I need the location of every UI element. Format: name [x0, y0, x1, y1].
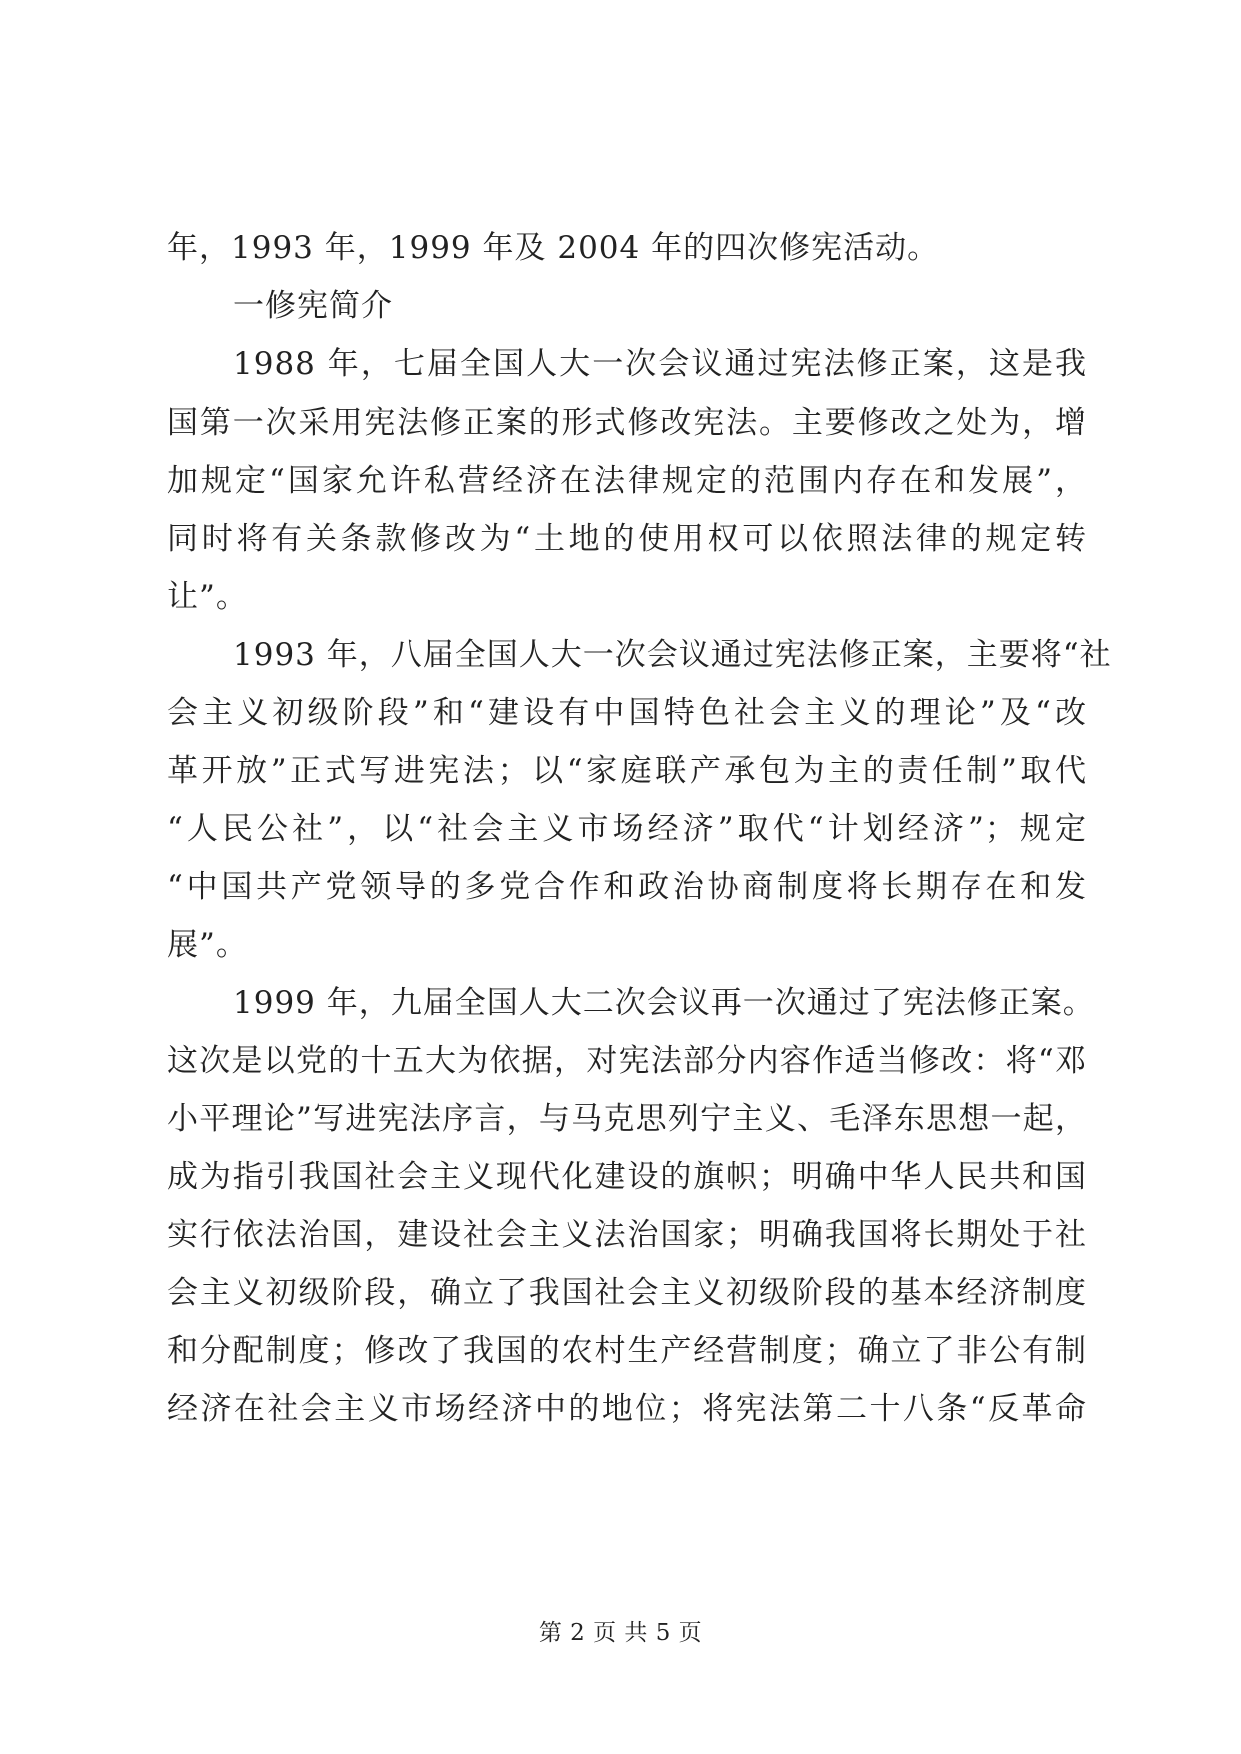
text-line: 年，1993 年，1999 年及 2004 年的四次修宪活动。 — [167, 230, 940, 266]
text-line: 同时将有关条款修改为“土地的使用权可以依照法律的规定转 — [167, 521, 1087, 557]
text-line: 会主义初级阶段”和“建设有中国特色社会主义的理论”及“改 — [167, 695, 1087, 731]
text-line: 成为指引我国社会主义现代化建设的旗帜；明确中华人民共和国 — [167, 1159, 1087, 1195]
text-line: 展”。 — [167, 927, 248, 963]
text-line: 1999 年，九届全国人大二次会议再一次通过了宪法修正案。 — [233, 985, 1095, 1021]
text-line: 革开放”正式写进宪法；以“家庭联产承包为主的责任制”取代 — [167, 753, 1087, 789]
text-line: 实行依法治国，建设社会主义法治国家；明确我国将长期处于社 — [167, 1217, 1087, 1253]
text-line: 和分配制度；修改了我国的农村生产经营制度；确立了非公有制 — [167, 1333, 1087, 1369]
text-line: 小平理论”写进宪法序言，与马克思列宁主义、毛泽东思想一起， — [167, 1101, 1087, 1137]
text-line: 会主义初级阶段，确立了我国社会主义初级阶段的基本经济制度 — [167, 1275, 1087, 1311]
text-line: “中国共产党领导的多党合作和政治协商制度将长期存在和发 — [167, 869, 1087, 905]
text-line: 国第一次采用宪法修正案的形式修改宪法。主要修改之处为，增 — [167, 405, 1087, 441]
text-line: 经济在社会主义市场经济中的地位；将宪法第二十八条“反革命 — [167, 1391, 1087, 1427]
text-line: 1988 年，七届全国人大一次会议通过宪法修正案，这是我 — [233, 346, 1087, 382]
text-line: 这次是以党的十五大为依据，对宪法部分内容作适当修改：将“邓 — [167, 1043, 1087, 1079]
page-number-footer: 第 2 页 共 5 页 — [538, 1620, 703, 1646]
text-line: 1993 年，八届全国人大一次会议通过宪法修正案，主要将“社 — [233, 637, 1112, 673]
text-line: “人民公社”，以“社会主义市场经济”取代“计划经济”；规定 — [167, 811, 1087, 847]
text-line: 加规定“国家允许私营经济在法律规定的范围内存在和发展”， — [167, 463, 1087, 499]
text-line: 让”。 — [167, 579, 248, 615]
section-heading: 一修宪简介 — [233, 288, 393, 324]
